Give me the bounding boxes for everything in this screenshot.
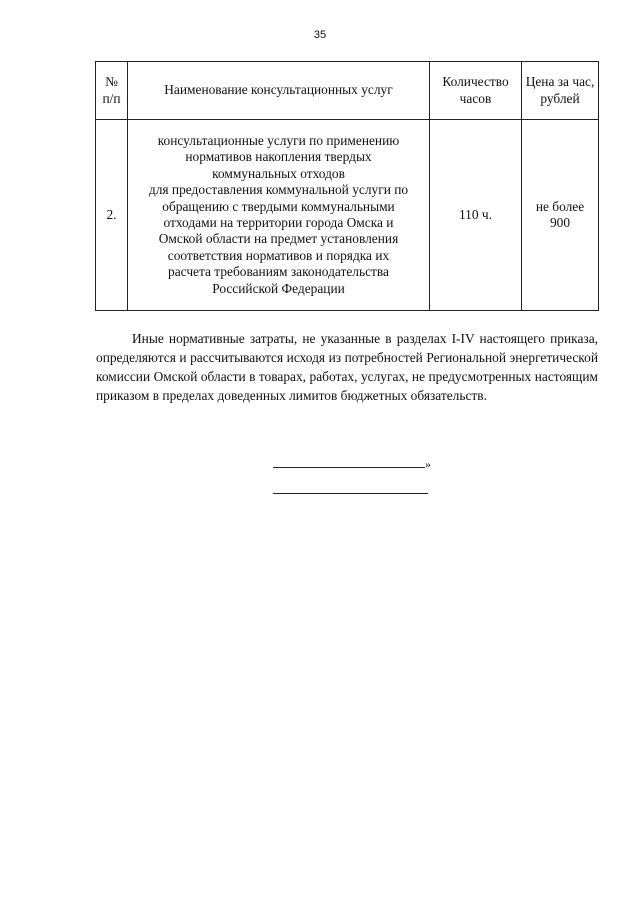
row-hours: 110 ч.	[430, 120, 522, 311]
header-price: Цена за час, рублей	[522, 62, 599, 120]
description-line: коммунальных отходов	[212, 165, 345, 181]
table-row	[96, 120, 599, 311]
page-number: 35	[313, 29, 327, 41]
body-paragraph: Иные нормативные затраты, не указанные в разделах I-IV настоящего приказа, определяются и рассчитываются исходя из потребностей Региональной энергетической комиссии Омской области в товарах, работах, услугах, не предусмотренных настоящим приказом в пределах доведенных лимитов бюджетных обязательств.	[96, 331, 598, 403]
header-service-name: Наименование консультационных услуг	[128, 62, 430, 120]
services-table	[95, 61, 599, 311]
description-line: Омской области на предмет установления	[158, 231, 399, 247]
description-line: отходами на территории города Омска и	[163, 215, 394, 230]
description-line: нормативов накопления твердых	[185, 149, 372, 165]
description-line: Российской Федерации	[212, 280, 345, 296]
description-line: консультационные услуги по применению	[157, 132, 400, 148]
signature-line	[273, 493, 428, 494]
row-description	[128, 120, 430, 311]
signature-line	[273, 467, 425, 468]
description-line: соответствия нормативов и порядка их	[167, 247, 390, 263]
header-hours: Количество часов	[430, 62, 522, 120]
description-line: расчета требованиям законодательства	[168, 264, 389, 280]
table-header-row	[96, 62, 599, 120]
description-line: обращению с твердыми коммунальными	[162, 198, 395, 214]
row-number: 2.	[96, 120, 128, 311]
description-line: для предоставления коммунальной услуги по	[148, 182, 409, 198]
row-price: не более 900	[522, 120, 599, 311]
header-number: № п/п	[96, 62, 128, 120]
closing-quote: »	[425, 457, 431, 471]
